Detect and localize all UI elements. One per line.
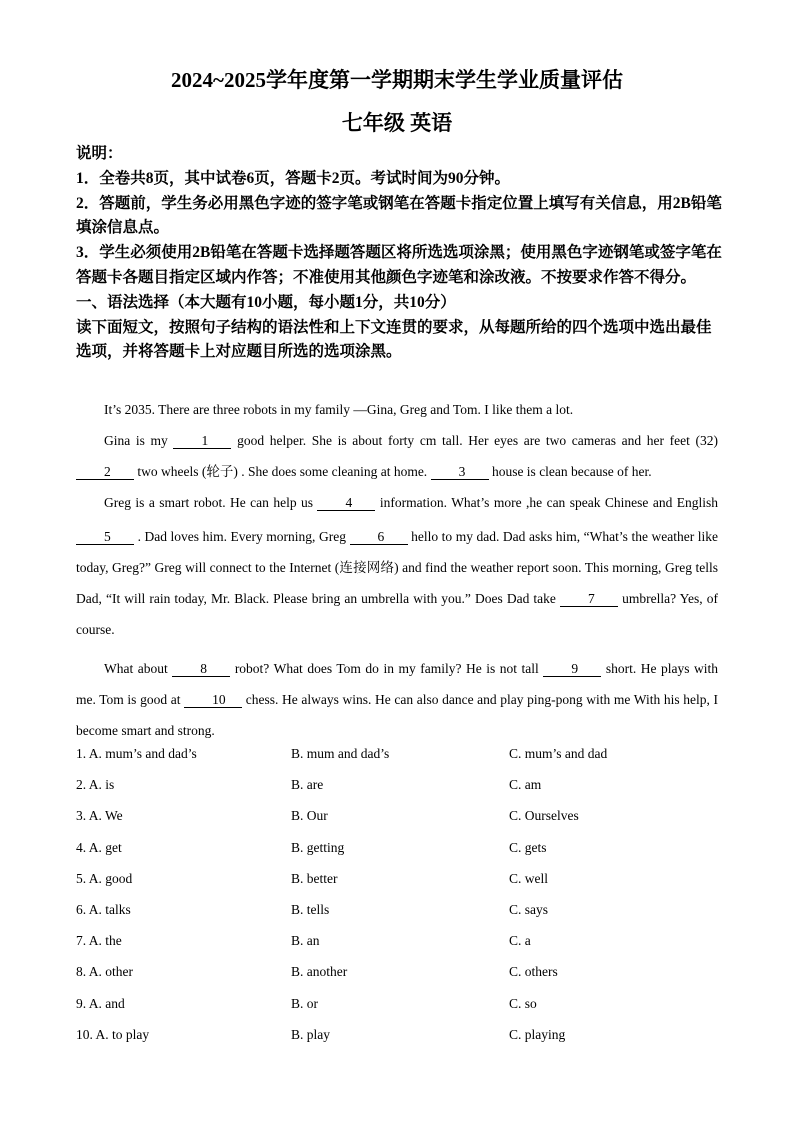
option-row-1: [76, 746, 726, 777]
passage-paragraph-1: [76, 394, 718, 425]
option-c: C. well: [509, 870, 548, 886]
option-row-9: [76, 996, 726, 1027]
passage-text: house is clean because of her.: [491, 464, 652, 479]
option-b: B. or: [291, 995, 318, 1011]
option-b: B. tells: [291, 901, 330, 917]
blank-9: 9: [543, 662, 601, 677]
option-a: 8. A. other: [76, 964, 133, 980]
passage-text: robot? What does Tom do in my family? He is not tall: [234, 661, 539, 676]
passage-text: umbrella? Yes, of course.: [76, 591, 719, 637]
option-b: B. mum and dad’s: [291, 746, 390, 761]
instructions-block: [76, 142, 726, 365]
option-c: C. says: [509, 901, 549, 917]
option-c: C. mum’s and dad: [509, 746, 608, 761]
exam-title: 2024~2025学年度第一学期期末学生学业质量评估: [171, 68, 623, 92]
blank-4: 4: [317, 496, 375, 511]
option-c: C. gets: [509, 839, 547, 855]
blank-5: 5: [76, 530, 134, 545]
option-row-5: [76, 871, 726, 902]
option-row-4: [76, 840, 726, 871]
instruction-item-1: 1．全卷共8页，其中试卷6页，答题卡2页。考试时间为90分钟。: [76, 169, 511, 187]
option-c: C. am: [509, 777, 542, 793]
passage-text: two wheels (轮子) . She does some cleaning at home.: [137, 464, 428, 479]
passage-text: Greg is a smart robot. He can help us: [104, 495, 314, 510]
passage-text: chess. He always wins. He can also dance and play ping-pong with me With his help, I become smart and strong.: [76, 692, 719, 738]
option-b: B. getting: [291, 839, 345, 855]
passage-text: What about: [104, 661, 168, 676]
option-c: C. others: [509, 964, 558, 980]
blank-2: 2: [76, 465, 134, 480]
blank-1: 1: [173, 434, 231, 449]
option-b: B. play: [291, 1026, 330, 1042]
option-b: B. an: [291, 933, 320, 949]
passage-paragraph-3: [76, 487, 718, 645]
option-a: 2. A. is: [76, 777, 115, 793]
option-c: C. so: [509, 995, 537, 1011]
option-c: C. playing: [509, 1026, 566, 1042]
option-c: C. a: [509, 933, 531, 949]
blank-3: 3: [431, 465, 489, 480]
option-a: 6. A. talks: [76, 901, 131, 917]
instruction-item-2: 2．答题前，学生务必用黑色字迹的签字笔或钢笔在答题卡指定位置上填写有关信息，用2B铅笔填涂信息点。: [76, 194, 722, 237]
option-a: 3. A. We: [76, 808, 123, 824]
option-b: B. better: [291, 870, 338, 886]
passage-text: information. What’s more ,he can speak Chinese and English: [379, 495, 719, 510]
passage-paragraph-4: [76, 653, 718, 746]
option-b: B. another: [291, 964, 348, 980]
option-c: C. Ourselves: [509, 808, 579, 824]
passage-text: short. He plays with me. Tom is good at: [76, 661, 719, 707]
passage-paragraph-2: [76, 425, 718, 487]
blank-7: 7: [560, 592, 618, 607]
options-list: [76, 746, 726, 1058]
blank-8: 8: [172, 662, 230, 677]
option-row-2: [76, 777, 726, 808]
passage-text: . Dad loves him. Every morning, Greg: [137, 529, 346, 544]
section-title: 一、语法选择（本大题有10小题，每小题1分，共10分）: [76, 293, 456, 311]
blank-10: 10: [184, 693, 242, 708]
passage-text: hello to my dad. Dad asks him, “What’s the weather like today, Greg?” Greg will connect to the Internet (连接网络) and find the weather report soon. This morning, Greg tells Dad, “It will rain today, Mr. Black. Please bring an umbrella with you.” Does Dad take: [76, 529, 719, 606]
passage-text: It’s 2035. There are three robots in my family —Gina, Greg and Tom. I like them a lot.: [104, 402, 574, 417]
exam-subtitle: 七年级 英语: [341, 111, 453, 135]
blank-6: 6: [350, 530, 408, 545]
option-a: 7. A. the: [76, 933, 122, 949]
option-row-10: [76, 1027, 726, 1058]
option-a: 10. A. to play: [76, 1026, 150, 1042]
instructions-label: 说明：: [76, 145, 123, 162]
option-b: B. are: [291, 777, 324, 793]
passage-text: Gina is my: [104, 433, 168, 448]
option-row-8: [76, 964, 726, 995]
option-row-6: [76, 902, 726, 933]
instruction-item-3: 3．学生必须使用2B铅笔在答题卡选择题答题区将所选选项涂黑；使用黑色字迹钢笔或签字笔在答题卡各题目指定区域内作答；不准使用其他颜色字迹笔和涂改液。不按要求作答不得分。: [76, 244, 722, 286]
passage-text: good helper. She is about forty cm tall. Her eyes are two cameras and her feet (32): [237, 433, 719, 448]
option-row-7: [76, 933, 726, 964]
option-b: B. Our: [291, 808, 328, 824]
option-a: 9. A. and: [76, 995, 125, 1011]
option-a: 1. A. mum’s and dad’s: [76, 746, 197, 761]
section-description: 读下面短文，按照句子结构的语法性和上下文连贯的要求，从每题所给的四个选项中选出最佳选项，并将答题卡上对应题目所选的选项涂黑。: [76, 318, 712, 361]
option-row-3: [76, 808, 726, 839]
option-a: 4. A. get: [76, 839, 122, 855]
option-a: 5. A. good: [76, 870, 133, 886]
